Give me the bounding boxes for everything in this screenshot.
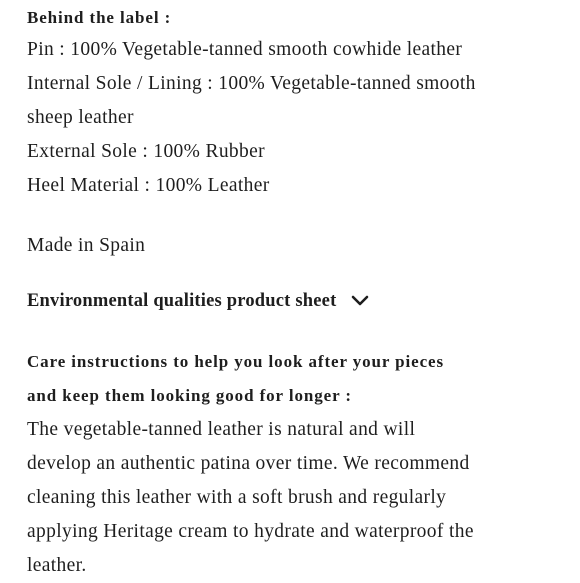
spec-pin: Pin : 100% Vegetable-tanned smooth cowhide leather bbox=[27, 39, 463, 60]
made-in-text: Made in Spain bbox=[27, 235, 146, 256]
care-body-line: applying Heritage cream to hydrate and waterproof the bbox=[27, 521, 474, 542]
spec-internal-sole: Internal Sole / Lining : 100% Vegetable-tanned smooth bbox=[27, 73, 476, 94]
care-body-line: The vegetable-tanned leather is natural and will bbox=[27, 419, 416, 440]
care-body-line: cleaning this leather with a soft brush and regularly bbox=[27, 487, 447, 508]
care-body-line: develop an authentic patina over time. We recommend bbox=[27, 453, 470, 474]
spec-external-sole: External Sole : 100% Rubber bbox=[27, 141, 265, 162]
spec-internal-sole-cont: sheep leather bbox=[27, 107, 134, 128]
material-spec-list bbox=[27, 33, 573, 203]
care-body-line: leather. bbox=[27, 555, 87, 576]
care-instructions-body bbox=[27, 413, 573, 583]
care-heading-line: and keep them looking good for longer : bbox=[27, 386, 352, 405]
environmental-sheet-label: Environmental qualities product sheet bbox=[27, 291, 337, 311]
care-instructions-heading bbox=[27, 345, 573, 413]
environmental-sheet-toggle[interactable] bbox=[27, 284, 370, 318]
spec-heel-material: Heel Material : 100% Leather bbox=[27, 175, 270, 196]
behind-label-heading: Behind the label : bbox=[27, 8, 172, 27]
chevron-down-icon bbox=[350, 291, 370, 311]
care-heading-line: Care instructions to help you look after your pieces bbox=[27, 352, 445, 371]
